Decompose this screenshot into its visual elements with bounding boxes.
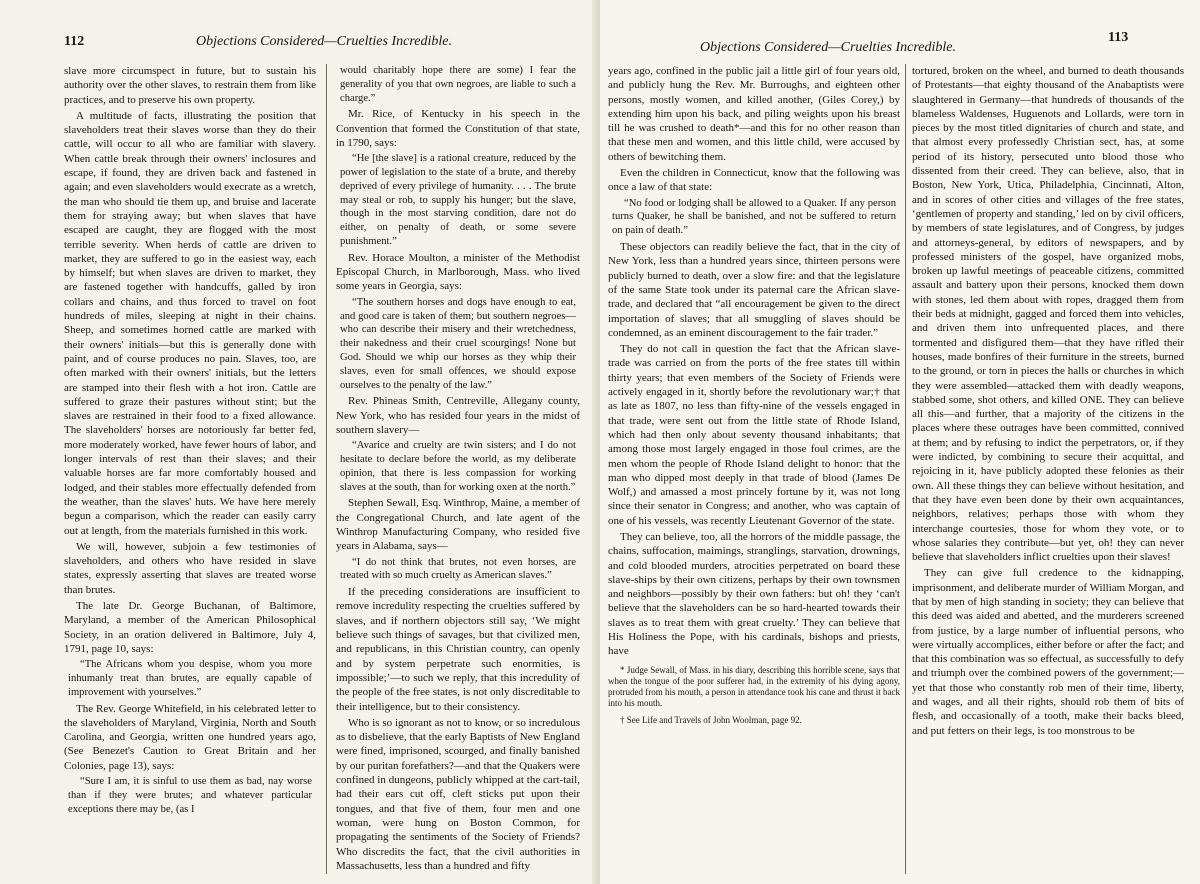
paragraph: These objectors can readily believe the fact, that in the city of New York, less than a hundred years since, thirteen persons were publicly burned to death, over a slow fire: and that the legislature of the same State took under its paternal care the African slave-trade, and declared that “all encouragement be given to the direct importation of slaves; that all smuggling of slaves should be condemned, as an eminent discouragement to the fair trader.” (608, 241, 900, 339)
page-number: 113 (1108, 30, 1129, 45)
paragraph: They can believe, too, all the horrors of the middle passage, the chains, suffocation, maimings, stranglings, starvation, drownings, and cold blooded murders, atrocities perpetrated on board these slave-ships by their own citizens, perhaps by their own townsmen and neighbors—possibly by their own fathers: but oh! they ‘can't believe that the slaveholders can be so hard-hearted towards their slaves as to treat them with great cruelty.’ They can believe that His Holiness the Pope, with his cardinals, bishops and priests, have (608, 531, 900, 658)
quotation: would charitably hope there are some) I fear the generality of you that own negroes, are liable to such a charge.” (340, 65, 576, 104)
quotation: “No food or lodging shall be allowed to a Quaker. If any person turns Quaker, he shall be banished, and not be suffered to return on pain of death.” (612, 197, 896, 237)
quotation: “I do not think that brutes, not even horses, are treated with so much cruelty as American slaves.” (340, 556, 576, 582)
paragraph: years ago, confined in the public jail a little girl of four years old, and publicly hung the Rev. Mr. Burroughs, and eighteen other persons, mostly women, and killed another, (Giles Corey,) by extending him upon his back, and piling weights upon his breast till he was crushed to death*—and this for no other reason than that these men and women, and this little child, were accused by others of bewitching them. (608, 65, 900, 163)
paragraph: The late Dr. George Buchanan, of Baltimore, Maryland, a member of the American Philosophical Society, in an oration delivered in Baltimore, July 4, 1791, page 10, says: (64, 599, 316, 655)
paragraph: slave more circumspect in future, but to sustain his authority over the other slaves, to restrain them from like practices, and to preserve his own property. (64, 65, 316, 106)
paragraph: The Rev. George Whitefield, in his celebrated letter to the slaveholders of Maryland, Virginia, North and South Carolina, and Georgia, written one hundred years ago, (See Benezet's Caution to Great Britain and her Colonies, page 13), says: (64, 702, 316, 772)
paragraph: They do not call in question the fact that the African slave-trade was carried on from the ports of the free states till within thirty years; that even members of the Society of Friends were actively engaged in it, shortly before the revolutionary war;† that as late as 1807, no less than fifty-nine of the vessels engaged in that trade, were sent out from the little state of Rhode Island, which had then only about seventy thousand inhabitants; that among those most largely engaged in those foul crimes, are the men whom the people of Rhode Island delight to honor: that the man who dipped most deeply in that trade of blood (James De Wolf,) and amassed a most princely fortune by it, was not long since their senator in Congress; and another, who was captain of one of his vessels, was recently Lieutenant Governor of the state. (608, 343, 900, 527)
right-page (600, 0, 1200, 884)
page-number: 112 (64, 34, 85, 49)
paragraph: We will, however, subjoin a few testimonies of slaveholders, and others who have resided in slave states, expressly asserting that slaves are treated worse than brutes. (64, 540, 316, 596)
paragraph: Rev. Phineas Smith, Centreville, Allegany county, New York, who has resided four years in the midst of southern slavery— (336, 395, 580, 436)
paragraph: They can give full credence to the kidnapping, imprisonment, and deliberate murder of William Morgan, and that by men of high standing in society; they can believe that this deed was aided and abetted, and the murderers screened from justice, by a large number of influential persons, who were virtually accomplices, either before or after the fact; and that this combination was so effectual, as successfully to defy and triumph over the combined powers of the government;—yet that those who constantly rob men of their time, liberty, and wages, and all their rights, should rob them of bits of flesh, and occasionally of a tooth, make their backs bleed, and put fetters on their legs, is too monstrous to be (912, 567, 1184, 737)
right-column-2 (912, 64, 1184, 880)
quotation: “The Africans whom you despise, whom you more inhumanly treat than brutes, are equally capable of improvement with yourselves.” (68, 659, 312, 698)
paragraph: Even the children in Connecticut, know that the following was once a law of that state: (608, 167, 900, 194)
paragraph: tortured, broken on the wheel, and burned to death thousands of Protestants—that eighty thousand of the Anabaptists were slaughtered in Germany—that hundreds of thousands of the blameless Waldenses, Huguenots and Lollards, were torn in pieces by the most titled dignitaries of church and state, and that almost every professedly Christian sect, has, at some period of its history, persecuted unto blood those who dissented from their creed. They can believe, also, that in Boston, New York, Utica, Philadelphia, Cincinnati, Alton, and in scores of other cities and villages of the free states, ‘gentlemen of property and standing,’ led on by civil officers, by members of state legislatures, and of Congress, by judges and attorneys-general, by editors of newspapers, and by professed ministers of the gospel, have organized mobs, broken up lawful meetings of peaceable citizens, committed assault and battery upon their persons, knocked them down with stones, led them about with ropes, dragged them from their beds at midnight, gagged and forced them into vehicles, and driven them into unfrequented places, and there tormented and disfigured them—that they have rifled their houses, made bonfires of their furniture in the streets, burned to the ground, or torn in pieces the halls or churches in which they were assembled—attacked them with deadly weapons, stabbed some, shot others, and killed ONE. They can believe all this—and further, that a majority of the citizens in the places where these outrages have been committed, connived at them; and by refusing to indict the perpetrators, or, if they were indicted, by combining to secure their acquittal, and rejoicing in it, have publicly adopted these felonies as their own. All these things they can believe without hesitation, and that they have even been done by their own acquaintances, neighbors, relatives; perhaps those with whom they interchange courtesies, those for whom they vote, or to whose salaries they contribute—but yet, oh! they can never believe that slaveholders inflict cruelties upon their slaves! (912, 65, 1184, 564)
column-rule (326, 64, 327, 874)
paragraph: If the preceding considerations are insufficient to remove incredulity respecting the cruelties suffered by slaves, and if northern objectors still say, ‘We might believe such things of savages, but that civilized men, and republicans, in this Christian country, can openly and by system perpetrate such enormities, is impossible;’—to such we reply, that this incredulity of the people of the free states, is not only discreditable to their intelligence, but to their consistency. (336, 586, 580, 713)
quotation: “He [the slave] is a rational creature, reduced by the power of legislation to the state of a brute, and thereby deprived of every privilege of humanity. . . . The brute may steal or rob, to supply his hunger; but the slave, though in the most starving condition, dare not do either, on penalty of death, or some severe punishment.” (340, 153, 576, 248)
running-head: Objections Considered—Cruelties Incredible. (196, 34, 452, 49)
right-column-1 (608, 64, 900, 880)
quotation: “Avarice and cruelty are twin sisters; and I do not hesitate to declare before the world, as my deliberate opinion, that there is less compassion for working slaves at the south, than for working oxen at the north.” (340, 440, 576, 493)
left-column-2 (336, 64, 580, 880)
paragraph: Who is so ignorant as not to know, or so incredulous as to disbelieve, that the early Baptists of New England were fined, imprisoned, scourged, and finally banished by our puritan forefathers?—and that the Quakers were confined in dungeons, publicly whipped at the cart-tail, had their ears cut off, cleft sticks put upon their tongues, and that five of them, four men and one woman, were hung on Boston Common, for propagating the sentiments of the Society of Friends? Who discredits the fact, that the civil authorities in Massachusetts, less than a hundred and fifty (336, 716, 580, 872)
paragraph: Rev. Horace Moulton, a minister of the Methodist Episcopal Church, in Marlborough, Mass. who lived some years in Georgia, says: (336, 251, 580, 293)
column-rule (905, 64, 906, 874)
paragraph: Mr. Rice, of Kentucky in his speech in the Convention that formed the Constitution of that state, in 1790, says: (336, 108, 580, 149)
footnote: * Judge Sewall, of Mass. in his diary, describing this horrible scene, says that when the tongue of the poor sufferer had, in the extremity of his dying agony, protruded from his mouth, a person in attendance took his cane and thrust it back into his mouth. (608, 664, 900, 708)
footnote: † See Life and Travels of John Woolman, page 92. (620, 714, 802, 725)
running-head: Objections Considered—Cruelties Incredible. (700, 40, 956, 55)
paragraph: Stephen Sewall, Esq. Winthrop, Maine, a member of the Congregational Church, and late agent of the Winthrop Manufacturing Company, who resided five years in Alabama, says— (336, 497, 580, 553)
left-column-1 (64, 64, 316, 880)
quotation: “The southern horses and dogs have enough to eat, and good care is taken of them; but southern negroes—who can describe their misery and their wretchedness, their nakedness and their cruel scourgings! None but God. Should we whip our horses as they whip their slaves, even for small offences, we should expose ourselves to the penalty of the law.” (340, 296, 576, 391)
paragraph: A multitude of facts, illustrating the position that slaveholders treat their slaves worse than they do their cattle, will occur to all who are familiar with slavery. When cattle break through their owners' inclosures and escape, if found, they are driven back and fastened in again; and even slaveholders would execrate as a wretch, the man who should tie them up, and bruise and lacerate them for straying away; but when slaves that have escaped are caught, they are flogged with the most terrible severity. When herds of cattle are driven to market, they are suffered to go in the easiest way, each by himself; but when slaves are driven to market, they are fastened together with handcuffs, galled by iron collars and chains, and thus forced to travel on foot hundreds of miles, sleeping at night in their chains. Sheep, and sometimes horned cattle are marked with their owners' initials—but this is generally done with paint, and of course produces no pain. Slaves, too, are often marked with their owners' initials, but the letters are stamped into their flesh with a hot iron. Cattle are suffered to graze their pastures without stint; but the slaves are restrained in their food to a fixed allowance. The slaveholders' horses are notoriously far better fed, more moderately worked, have fewer hours of labor, and longer intervals of rest than their slaves; and their valuable horses are far more comfortably housed and lodged, and their stables more effectually defended from the weather, than the slaves' huts. We have here merely begun a comparison, which the reader can easily carry out at length, from the materials furnished in this work. (64, 109, 316, 537)
quotation: “Sure I am, it is sinful to use them as bad, nay worse than if they were brutes; and whatever particular exceptions there may be, (as I (68, 776, 312, 815)
